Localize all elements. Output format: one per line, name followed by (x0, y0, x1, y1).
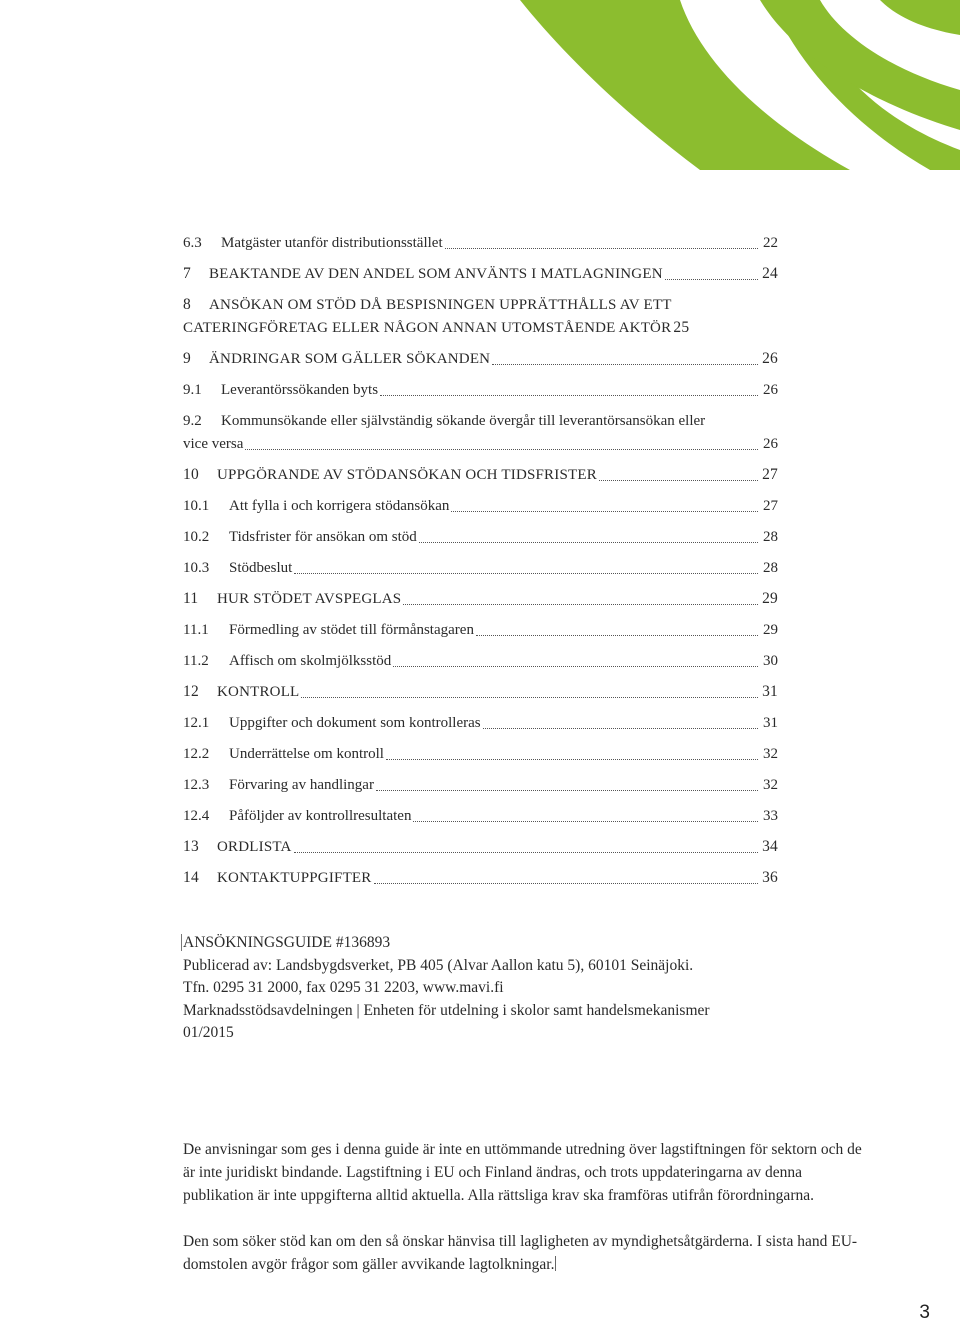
toc-entry[interactable] (183, 222, 778, 253)
toc-entry-title: Att fylla i och korrigera stödansökan (229, 498, 450, 514)
toc-entry-title: Stödbeslut (229, 560, 293, 576)
toc-entry-page: 34 (762, 838, 778, 855)
toc-entry-page: 26 (763, 382, 778, 398)
toc-entry-number: 12.3 (183, 777, 210, 793)
toc-entry-number: 10.3 (183, 560, 210, 576)
toc-entry-title: Affisch om skolmjölksstöd (229, 653, 392, 669)
toc-leader-dots (599, 479, 758, 481)
toc-entry-page: 27 (763, 498, 778, 514)
toc-entry-number: 8 (183, 296, 191, 313)
toc-leader-dots (386, 758, 758, 760)
toc-leader-dots (665, 278, 758, 280)
toc-entry[interactable] (183, 253, 778, 284)
toc-leader-dots (492, 363, 758, 365)
toc-entry-number: 10.1 (183, 498, 210, 514)
toc-leader-dots (393, 665, 758, 667)
toc-entry[interactable] (183, 702, 778, 733)
toc-entry-page: 22 (763, 235, 778, 251)
toc-entry-title: Förmedling av stödet till förmånstagaren (229, 622, 474, 638)
toc-entry[interactable] (183, 454, 778, 485)
toc-entry[interactable] (183, 733, 778, 764)
toc-entry-number: 9.1 (183, 382, 202, 398)
toc-entry-number: 6.3 (183, 235, 202, 251)
toc-entry-title-line2: CATERINGFÖRETAG ELLER NÅGON ANNAN UTOMSTÅENDE AKTÖR (183, 320, 672, 336)
toc-entry-page: 29 (763, 622, 778, 638)
toc-entry-number: 11 (183, 590, 199, 607)
toc-entry[interactable] (183, 400, 778, 454)
guide-contact: Tfn. 0295 31 2000, fax 0295 31 2203, www.mavi.fi (183, 979, 504, 996)
toc-leader-dots (376, 789, 758, 791)
toc-entry-number: 12.4 (183, 808, 210, 824)
toc-entry[interactable] (183, 764, 778, 795)
toc-entry-title: Matgäster utanför distributionsstället (221, 235, 443, 251)
toc-leader-dots (451, 510, 758, 512)
toc-entry-page: 31 (762, 683, 778, 700)
toc-entry-title: Påföljder av kontrollresultaten (229, 808, 412, 824)
toc-entry[interactable] (183, 640, 778, 671)
toc-entry-title: KONTROLL (217, 684, 300, 700)
toc-entry-number: 13 (183, 838, 199, 855)
toc-entry-page: 36 (762, 869, 778, 886)
toc-entry[interactable] (183, 547, 778, 578)
toc-leader-dots (483, 727, 758, 729)
toc-leader-dots (294, 851, 758, 853)
toc-entry-title-line1: Kommunsökande eller självständig sökande övergår till leverantörsansökan eller (221, 413, 706, 429)
toc-entry[interactable] (183, 795, 778, 826)
toc-entry-number: 9 (183, 350, 191, 367)
disclaimer-paragraph-2 (183, 1230, 873, 1276)
text-cursor (555, 1256, 556, 1271)
toc-entry-page: 31 (763, 715, 778, 731)
guide-publisher: Publicerad av: Landsbygdsverket, PB 405 (Alvar Aallon katu 5), 60101 Seinäjoki. (183, 956, 694, 974)
toc-entry-page: 28 (763, 529, 778, 545)
guide-date: 01/2015 (183, 1024, 234, 1041)
toc-entry-number: 12 (183, 683, 199, 700)
toc-entry-number: 7 (183, 265, 191, 282)
toc-entry-number: 11.1 (183, 622, 209, 638)
toc-entry-number: 12.1 (183, 715, 210, 731)
toc-entry-title: Uppgifter och dokument som kontrolleras (229, 715, 481, 731)
toc-leader-dots (419, 541, 758, 543)
toc-entry-title: Förvaring av handlingar (229, 777, 374, 793)
toc-entry-title: ORDLISTA (217, 839, 292, 855)
toc-entry-title-line1: ANSÖKAN OM STÖD DÅ BESPISNINGEN UPPRÄTTHÅLLS AV ETT (209, 297, 672, 313)
toc-entry-number: 9.2 (183, 413, 202, 429)
toc-entry-page: 29 (762, 590, 778, 607)
toc-entry-title: ÄNDRINGAR SOM GÄLLER SÖKANDEN (209, 351, 491, 367)
toc-leader-dots (374, 882, 758, 884)
toc-entry-title: Leverantörssökanden byts (221, 382, 379, 398)
guide-heading-text: ANSÖKNINGSGUIDE #136893 (183, 934, 391, 951)
page-number: 3 (919, 1302, 930, 1323)
toc-entry[interactable] (183, 369, 778, 400)
guide-heading (183, 932, 803, 955)
toc-entry-number: 12.2 (183, 746, 210, 762)
toc-entry-number: 14 (183, 869, 199, 886)
toc-entry-title: BEAKTANDE AV DEN ANDEL SOM ANVÄNTS I MATLAGNINGEN (209, 266, 663, 282)
toc-entry-title-line2: vice versa (183, 436, 244, 452)
toc-entry[interactable] (183, 338, 778, 369)
toc-entry-page: 30 (763, 653, 778, 669)
toc-leader-dots (403, 603, 758, 605)
toc-entry-page: 27 (762, 466, 778, 483)
toc-entry-number: 10 (183, 466, 199, 483)
toc-leader-dots (294, 572, 758, 574)
toc-entry-title: Underrättelse om kontroll (229, 746, 384, 762)
toc-leader-dots (380, 394, 758, 396)
toc-entry-page: 26 (763, 436, 778, 452)
leaf-logo-graphic (0, 0, 960, 170)
toc-entry-title: HUR STÖDET AVSPEGLAS (217, 591, 402, 607)
toc-leader-dots (476, 634, 758, 636)
toc-leader-dots (245, 448, 758, 450)
toc-entry[interactable] (183, 857, 778, 888)
toc-entry-title: KONTAKTUPPGIFTER (217, 870, 372, 886)
toc-entry[interactable] (183, 578, 778, 609)
disclaimer-block (183, 1138, 873, 1276)
toc-entry[interactable] (183, 485, 778, 516)
disclaimer-paragraph-1: De anvisningar som ges i denna guide är inte en uttömmande utredning över lagstiftningen för sektorn och de är inte juridiskt bindande. Lagstiftning i EU och Finland ändras, och trots uppdateringarna av denna publikation är inte uppgifterna alltid aktuella. Alla rättsliga krav ska framföras utifrån förordningarna. (183, 1141, 862, 1204)
toc-entry-title: Tidsfrister för ansökan om stöd (229, 529, 417, 545)
guide-info-block (183, 932, 803, 1045)
disclaimer-paragraph-2-text: Den som söker stöd kan om den så önskar hänvisa till lagligheten av myndighetsåtgärderna. I sista hand EU-domstolen avgör frågor som gäller avvikande lagtolkningar. (183, 1233, 858, 1273)
toc-entry-title: UPPGÖRANDE AV STÖDANSÖKAN OCH TIDSFRISTER (217, 467, 597, 483)
toc-entry[interactable] (183, 284, 778, 338)
toc-entry-page: 24 (762, 265, 778, 282)
guide-department: Marknadsstödsavdelningen | Enheten för utdelning i skolor samt handelsmekanismer (183, 1001, 710, 1019)
table-of-contents (183, 222, 778, 888)
toc-leader-dots (445, 247, 758, 249)
toc-entry-number: 11.2 (183, 653, 209, 669)
toc-entry[interactable] (183, 826, 778, 857)
toc-entry-page: 33 (763, 808, 778, 824)
toc-entry-page: 26 (762, 350, 778, 367)
toc-leader-dots (301, 696, 758, 698)
toc-entry[interactable] (183, 671, 778, 702)
toc-entry-page: 28 (763, 560, 778, 576)
toc-entry-number: 10.2 (183, 529, 210, 545)
toc-leader-dots (413, 820, 758, 822)
toc-entry-page: 25 (673, 319, 690, 336)
toc-entry[interactable] (183, 609, 778, 640)
toc-entry[interactable] (183, 516, 778, 547)
toc-entry-page: 32 (763, 777, 778, 793)
toc-entry-page: 32 (763, 746, 778, 762)
